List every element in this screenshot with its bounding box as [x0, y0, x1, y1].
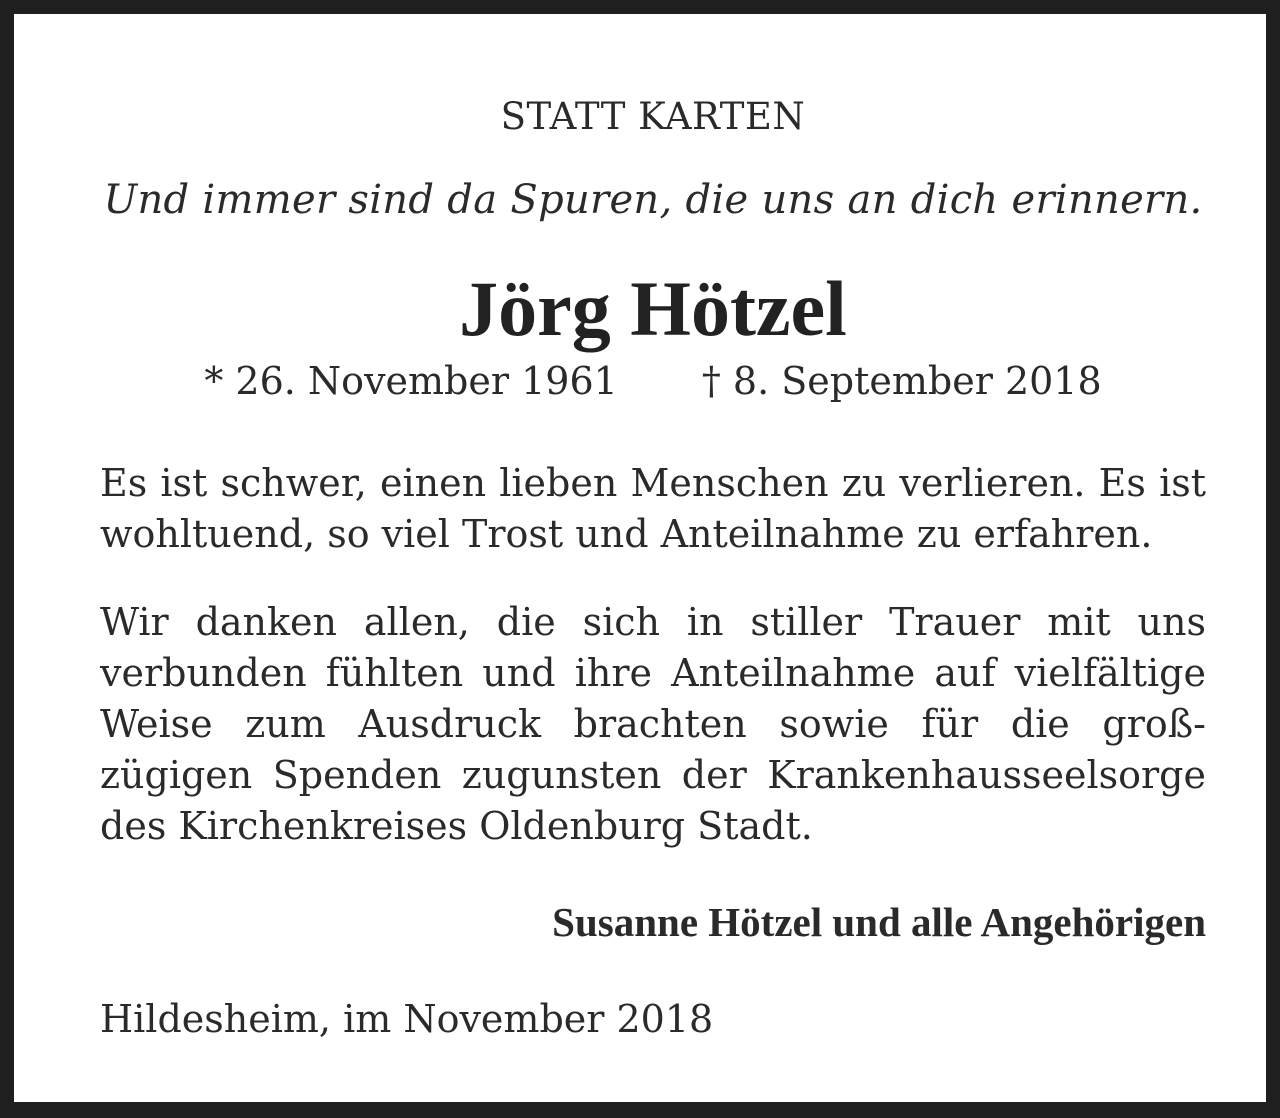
- death-date: † 8. September 2018: [701, 359, 1102, 403]
- paragraph-line: zügigen Spenden zugunsten der Krankenhausseelsorge: [100, 753, 1206, 797]
- paragraph-line: wohltuend, so viel Trost und Anteilnahme zu erfahren.: [100, 512, 1153, 556]
- notice-heading: STATT KARTEN: [500, 95, 806, 138]
- paragraph-line: verbunden fühlten und ihre Anteilnahme auf vielfältige: [100, 651, 1206, 695]
- notice-motto: Und immer sind da Spuren, die uns an dich erinnern.: [103, 177, 1203, 223]
- paragraph-thanks: [100, 597, 1206, 852]
- signature: Susanne Hötzel und alle Angehörigen: [552, 899, 1206, 945]
- paragraph-condolence: [100, 458, 1206, 560]
- life-dates: [100, 356, 1206, 406]
- place-date: Hildesheim, im November 2018: [100, 997, 714, 1041]
- birth-date: * 26. November 1961: [204, 359, 618, 403]
- paragraph-line: Weise zum Ausdruck brachten sowie für die groß-: [100, 702, 1206, 746]
- paragraph-line: Wir danken allen, die sich in stiller Trauer mit uns: [100, 600, 1206, 644]
- deceased-name: Jörg Hötzel: [459, 265, 847, 352]
- paragraph-line: Es ist schwer, einen lieben Menschen zu verlieren. Es ist: [100, 461, 1206, 505]
- paragraph-line: des Kirchenkreises Oldenburg Stadt.: [100, 804, 813, 848]
